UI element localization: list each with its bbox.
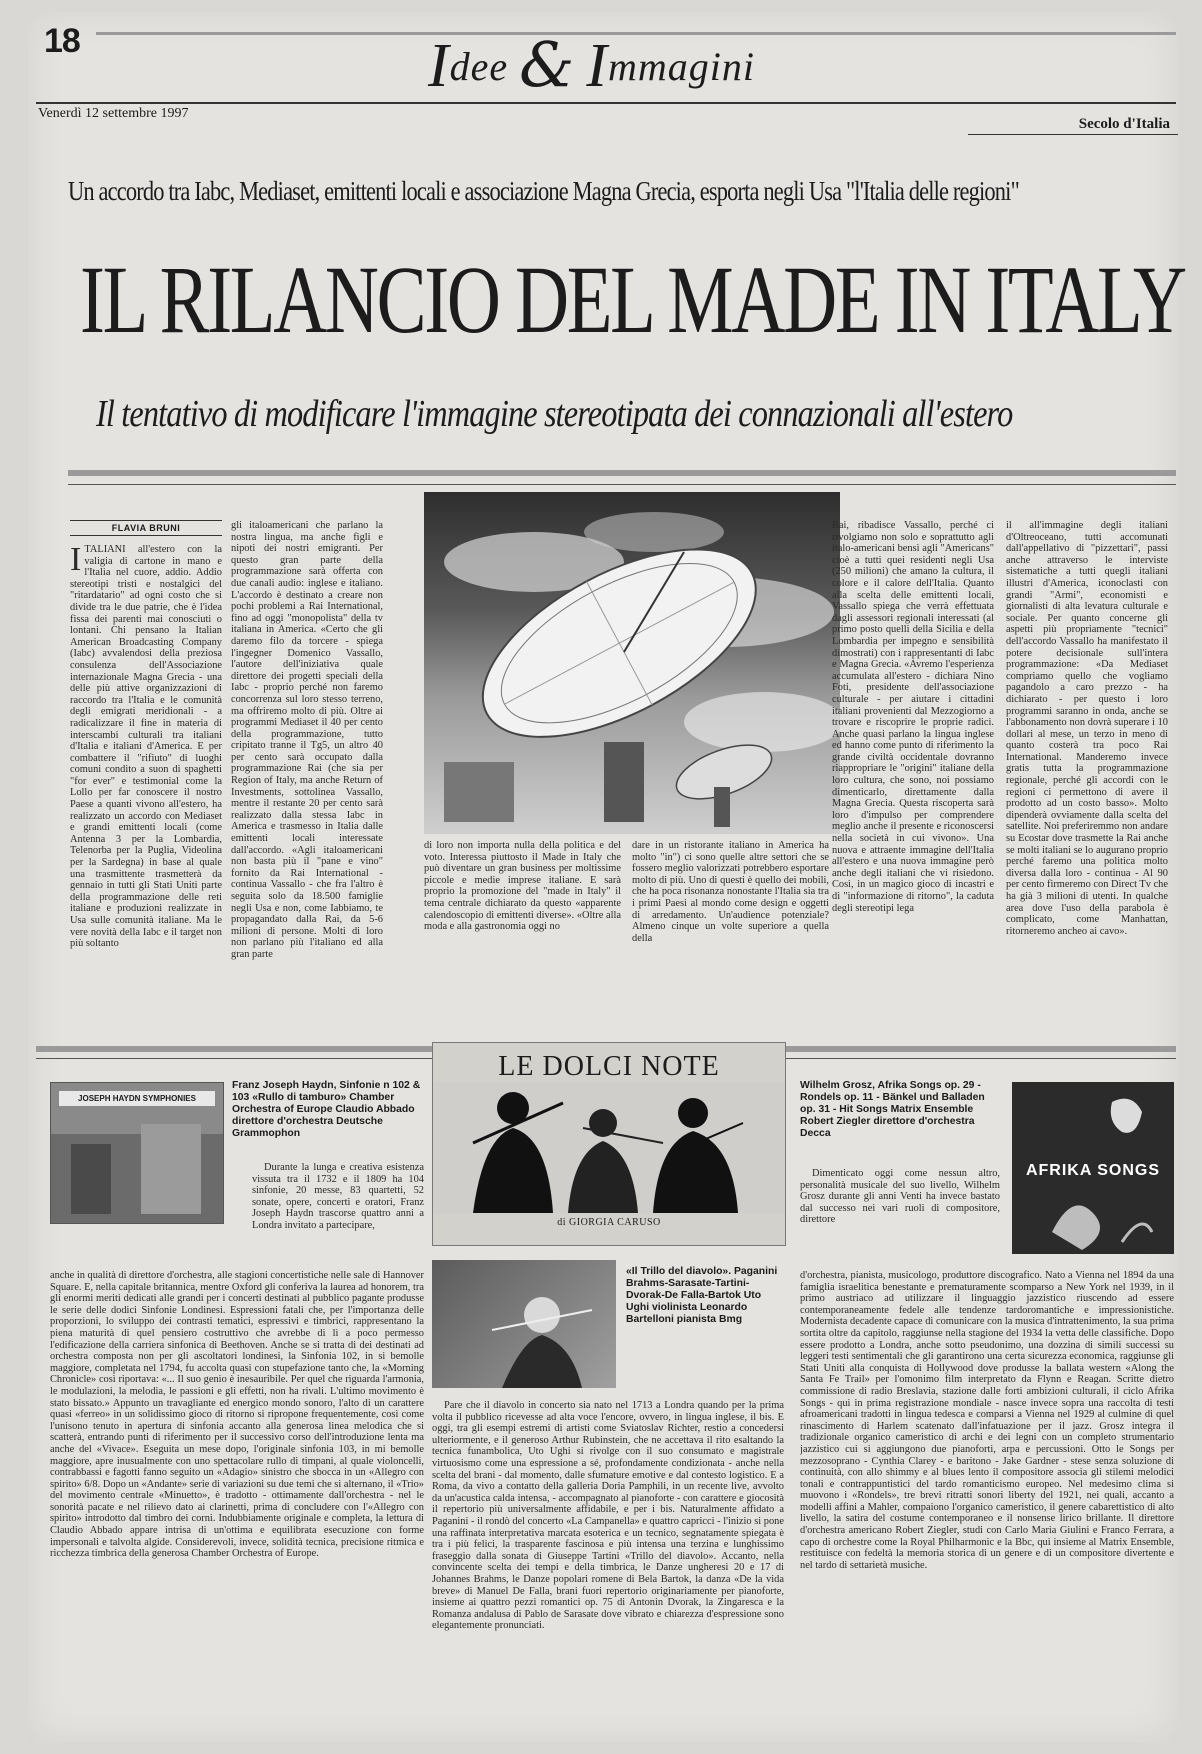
- drop-cap: I: [70, 544, 82, 578]
- cd1-text-side: Durante la lunga e creativa esistenza vissuta tra il 1732 e il 1809 ha 104 sinfonie, 20 messe, 83 quartetti, 52 sonate, opere, concerti e oratori, Franz Joseph Haydn trascorse quattro anni a Londra invitato a partecipare,: [252, 1162, 424, 1231]
- article-text-col3: di loro non importa nulla della politica e del voto. Interessa piuttosto il Made in Italy che può diventare un gran business per moltissime piccole e medie imprese italiane. E sarà proprio la promozione del "made in Italy" il tema centrale dichiarato da questo «apparente calendoscopio di emittenti diverse». «Oltre alla moda e alla gastronomia oggi no: [424, 840, 621, 933]
- newspaper-page: [28, 12, 1185, 1742]
- cd1-cover: [50, 1082, 224, 1224]
- section-word-2: mmagini: [608, 44, 756, 89]
- box-title: LE DOLCI NOTE: [498, 1051, 720, 1082]
- article-text-col5: Rai, ribadisce Vassallo, perché ci rivolgiamo non solo e soprattutto agli italo-americani bensì agli "Americans" cioè a tutti quei residenti negli Usa (250 milioni) che amano la cultura, il colore e il calore dell'Italia. Quanto alla scelta delle emittenti locali, Vassallo spiega che verrà effettuata dagli assessori regionali interessati (al primo posto quelli della Sicilia e della Lombardia per impegno e sensibilità dimostrati) con i rappresentanti di Iabc e Magna Grecia. «Avremo l'esperienza accumulata all'estero - dichiara Nino Foti, presidente dell'associazione culturale - per aiutare i cittadini italiani provenienti dal Mezzogiorno a trovare e riscoprire le proprie radici. Anche quasi parlano la lingua inglese ed hanno come punto di riferimento la grande civiltà occidentale dovranno riappropriare le "origini" italiane della loro cultura, che sono, noi possiamo dimenticarlo, direttamente dalla Magna Grecia. Questa riscoperta sarà loro d'impulso per comprendere meglio anche il presente e riconoscersi nella società in cui vivono». Una nuova e attraente immagine dell'Italia all'estero e una nuova immagine però anche degli italiani che vi risiedono. Così, in un magico gioco di incastri e di "informazione di ritorno", la caduta degli stereotipi lega: [832, 520, 994, 914]
- satellite-dish-illustration: [424, 492, 840, 834]
- satellite-dish-photo: [424, 492, 840, 834]
- article-column-1: [70, 544, 222, 1032]
- cd3-cover-title: AFRIKA SONGS: [1025, 1162, 1161, 1179]
- article-top-rule: [68, 470, 1176, 476]
- newspaper-rule: [968, 134, 1178, 135]
- violinist-photo: [432, 1260, 616, 1388]
- article-column-4: [632, 840, 829, 1032]
- cd1-text-wide: anche in qualità di direttore d'orchestra, alle stagioni concertistiche nelle sale di Hannover Square. E, nella capitale britannica, mentre Oxford gli conferiva la laurea ad honorem, tra gli enormi meriti dedicati alle grandi per i concerti destinati al pubblico pagante produsse le serie delle dodici Sinfonie Londinesi. Espressioni fatali che, per l'importanza delle proporzioni, lo sviluppo dei contrasti tematici, espressivi e timbrici, rappresentano la piena maturità di quel pensiero costruttivo che avrebbe di lì a poco permesso l'edificazione della carriera sinfonica di Beethoven. Anche se si tratta di dei destinati ad orchestra composta non per gli ascoltatori londinesi, la Sinfonia 102, in si bemolle maggiore, completata nel 1794, fu accolta quasi con stupefazione tanto che, la «Morning Chronicle» così riportava: «... Il suo genio è inesauribile. Per quel che riguarda l'armonia, le modulazioni, la melodia, le passioni e gli effetti, non ha rivali. L'ultimo movimento è stato bissato.» Appunto un travagliante ed energico mondo sonoro, l'alto di un carattere quasi «ferreo» in un solidissimo gioco di ritorno si ripropone frequentemente, così come l'unisono tenuto in apertura di sinfonia accanto alla generosa linea melodica che si scatterà, entrando punti di riferimento per il successivo corso dell'introduzione lenta ma anche del «Vivace». Eseguita un mese dopo, l'originale sinfonia 103, in mi bemolle maggiore, apre inusualmente con uno spettacolare rullo di timpani, al quale violoncelli, contrabbassi e fagotti fanno seguito un «Adagio» sinistro che sbocca in un «Allegro con spirito» 6/8. Dopo un «Andante» serie di variazioni su due temi che si alternano, il «Trio» del movimento centrale «Minuetto», è tradotto - ottimamente dall'orchestra - nel le sonorità pacate e nel rilievo dato ai clarinetti, prima di concludere con l'«Allegro con spirito» introdotto dal timbro dei corni. Indubbiamente originale e completa, la lettura di Claudio Abbado appare intrisa di un'ottima e equilibrata esecuzione con forme impersonali e talvolta algide. Considerevoli, invece, solidità tecnica, precisione ritmica e ricchezza timbrica della generosa Chamber Orchestra of Europe.: [50, 1270, 424, 1560]
- section-title: [428, 28, 755, 102]
- cd3-text-side: Dimenticato oggi come nessun altro, personalità musicale del suo livello, Wilhelm Grosz durante gli anni Venti ha invece bastato dal successo nei vari ruoli di compositore, direttore: [800, 1168, 1000, 1226]
- article-column-3: [424, 840, 621, 1032]
- cd3-text-wide: d'orchestra, pianista, musicologo, produttore discografico. Nato a Vienna nel 1894 da una famiglia israelitica benestante e prematuramente scomparso a New York nel 1939, in il primo austriaco ad utilizzare il linguaggio jazzistico riuscendo ad essere contemporaneamente fedele alle tendenze tardoromantiche e impressionistiche. Modernista decadente capace di comunicare con la musica d'intrattenimento, la sua prima sortita oltre da capitolo, raggiunse nella stagione del 1934 la vetta delle classifiche. Dopo essere prodotto a Londra, anche sotto pseudonimo, una dozzina di simili successi su leggeri testi sentimentali che gli garantirono una certa sicurezza economica, raggiunse gli Stati Uniti alla conquista di Hollywood dove produsse la ballata western «Along the Santa Fe Trail» per l'omonimo film interpretato da Flynn e Reagan. Scritte dietro commissione di radio Breslavia, stazione dalle forti ambizioni culturali, il ciclo Afrika Songs - qui in prima registrazione mondiale - nasce invece sopra una raccolta di testi afroamericani tradotti in lingua tedesca e comparsi a Vienna nel 1929 al culmine di quel rinascimento di Harlem scatenato dall'infatuazione per il jazz. Grosz integra il tradizionale organico cameristico di archi e dei legni con un completo strumentario jazzistico cui si aggiungono due pianoforti, arpa e percussioni. Otto le Songs per mezzosoprano - Cynthia Clarey - e baritono - Jake Gardner - stese senza soluzione di continuità, con allo shimmy e al blues lento il compositore associa gli stilemi melodici tonali e contrappuntistici del tardo romanticismo europeo. Nel medesimo clima si muovono i «Rondels», tre brevi ritratti sonori liberty del 1921, nei quali, accanto a modelli affini a Mahler, compaiono l'organico cameristico, il genere cabarettistico di alto livello, la satira del costume contemporaneo e il nonsense lirico brillante. Il direttore d'orchestra americano Robert Ziegler, studi con Carlo Maria Giulini e Franco Ferrara, a capo di orchestre come la Royal Philharmonic e la Bbc, qui insieme al Matrix Ensemble, restituisce con fedeltà la memoria storica di un genere e di un compositore divertente e nel tardo di settarietà musiche.: [800, 1270, 1174, 1571]
- headline: IL RILANCIO DEL MADE IN ITALY: [80, 246, 1185, 353]
- box-byline: di GIORGIA CARUSO: [557, 1217, 661, 1228]
- article-column-5: [832, 520, 994, 1032]
- section-initial-1: I: [428, 32, 450, 100]
- article-top-rule-thin: [68, 484, 1176, 485]
- article-text-col6: il all'immagine degli italiani d'Oltreoceano, tutti accomunati dall'appellativo di "pizzettari", passi anche attraverso le interviste sistematiche a tutti quegli italiani illustri d'America, iconoclasti con grandi "Armi", economisti e giornalisti di alta levatura culturale e sociale. Per quanto concerne gli aspetti più propriamente "tecnici" dell'accordo Vassallo ha manifestato il potere decisionale sull'intera programmazione: «Da Mediaset compriamo quello che vogliamo pagandolo a caro prezzo - ha dichiarato - per questo i loro programmi saranno in onda, anche se l'abbonamento non dovrà superare i 10 dollari al mese, un terzo in meno di quanto costerà tra poco Rai International. Manderemo invece gratis tutta la programmazione regionale, perché gli accordi con le regioni ci permettono di avere il prodotto ad un costo basso». Molto dipenderà ovviamente dalla scelta del satellite. Noi preferiremmo non andare su Ecostar dove trasmette la Rai anche se molti italiani se lo augurano proprio perché faremo una politica molto diversa dalla loro - continua - Al 90 per cento firmeremo con Direct Tv che ha già 3 milioni di utenti. In qualche area dove l'uso della parabola è complicato, come Manhattan, ritorneremo ancheo ai cavo».: [1006, 520, 1168, 937]
- cd2-credit: «Il Trillo del diavolo». Paganini Brahms-Sarasate-Tartini-Dvorak-De Falla-Bartok Uto Ughi violinista Leonardo Bartelloni pianista Bmg: [626, 1266, 778, 1325]
- cd2-cover: [432, 1260, 616, 1388]
- cd1-cover-art: [51, 1114, 223, 1224]
- subhead: Il tentativo di modificare l'immagine stereotipata dei connazionali all'estero: [96, 393, 1013, 435]
- cd3-credit: Wilhelm Grosz, Afrika Songs op. 29 - Rondels op. 11 - Bänkel und Balladen op. 31 - Hit Songs Matrix Ensemble Robert Ziegler direttore d'orchestra Decca: [800, 1080, 985, 1139]
- cd1-credit: Franz Joseph Haydn, Sinfonie n 102 & 103 «Rullo di tamburo» Chamber Orchestra of Europe Claudio Abbado direttore d'orchestra Deutsche Grammophon: [232, 1080, 421, 1139]
- cd3-cover: [1012, 1082, 1174, 1254]
- cd2-text: Pare che il diavolo in concerto sia nato nel 1713 a Londra quando per la prima volta il pubblico ricevesse ad alta voce l'encore, ovvero, in lingua inglese, il bis. E oggi, tra gli esempi estremi di artisti come Sviatoslav Richter, restio a concedersi ulteriormente, e il generoso Arthur Rubinstein, che ne accettava il rito esaltando la tecnica funambolica, Uto Ughi si rivolge con il suo consumato e magistrale virtuosismo come una espressione a sé, profondamente condizionata - anche nella scelta del brani - dal momento, dalle sfumature emotive e dal contesto logistico. E a Roma, da vivo a contatto della galleria Doria Pamphili, in un recente live, avvolto da un'acustica calda intensa, - accompagnato al pianoforte - con carattere e giocosità il repertorio più universalmente affidabile, e per i bis. Naturalmente affidato a Paganini - il rondò del concerto «La Campanella» e quattro capricci - l'inizio si pone una raffinata interpretativa marcata esoterica e un tecnico, segnatamente spiegata è tra i più felici, la trasparente fascinosa e più intensa una terzina e lunghissimo fraseggio dalla sonata di Giuseppe Tartini «Trillo del diavolo». Accanto, nella convincente scelta dei tempi e della timbrica, le Danze ungheresi 20 e 17 di Johannes Brahms, le Danze popolari romene di Bela Bartok, la danza «De la vida breve» di Manuel De Falla, brani fuori repertorio originariamente per pianoforte, insieme ai quattro pezzi romantici op. 75 di Antonin Dvorak, la Zingaresca e la Romanza andalusa di Pablo de Sarasate dove vibrato e chiarezza d'espressione sono elegantemente pronunciati.: [432, 1400, 784, 1632]
- issue-date: Venerdì 12 settembre 1997: [38, 106, 189, 121]
- header-rule: [36, 102, 1176, 104]
- page-number: 18: [44, 22, 80, 60]
- article-text-col1: TALIANI all'estero con la valigia di cartone in mano e l'Italia nel cuore, addio. Addio stereotipi tristi e nostalgici del "ritardatario" ad ogni costo che si divide tra le due patrie, che è l'idea fissa dei parenti mai conosciuti o lontani. Chi pensano la Italian American Broadcasting Company (Iabc) avvalendosi della preziosa consulenza dell'Associazione internazionale Magna Grecia - una delle più attive organizzazioni di raccordo tra l'Italia e le comunità degli emigrati meridionali - a radicalizzare il fine in materia di interscambi culturali tra italiani d'Italia e italiani d'America. E per combattere il "rifiuto" di luoghi comuni condito a suon di spaghetti "for ever" e testimonial come la Lollo per far conoscere il nostro Paese a quanti vivono all'estero, ha realizzato un accordo con Mediaset e grandi emittenti locali (come Antenna 3 per la Lombardia, Telenorba per la Puglia, Videolina per la Sardegna) in base al quale una trasmittente trasmetterà da gennaio in tutti gli Stati Uniti parte della programmazione delle reti italiane e produzioni realizzate in Usa sulle comunità italiane. Ma le vere novità della Iabc e il target non più soltanto: [70, 544, 222, 950]
- musicians-silhouette-icon: [433, 1083, 785, 1213]
- article-column-2: [231, 520, 383, 1032]
- newspaper-name: Secolo d'Italia: [1078, 116, 1170, 132]
- kicker: Un accordo tra Iabc, Mediaset, emittenti locali e associazione Magna Grecia, esporta negli Usa "l'Italia delle regioni": [68, 176, 1019, 206]
- article-text-col2: gli italoamericani che parlano la nostra lingua, ma anche figli e nipoti dei nostri emigranti. Per questo gran parte della programmazione sarà offerta con due canali audio: inglese e italiano. L'accordo è destinato a creare non pochi problemi a Rai International, fino ad oggi "monopolista" della tv italiana in America. «Certo che gli daremo filo da torcere - spiega l'ingegner Domenico Vassallo, l'autore dell'iniziativa quale direttore dei progetti speciali della Iabc - proprio perché non faremo concorrenza sul loro stesso terreno, ma offriremo molto di più. Oltre ai programmi Mediaset il 40 per cento della programmazione, tutto cripitato tranne il Tg5, un altro 40 per cento sarà occupato dalla programmazione Rai (che sia per Region of Italy, ma anche Return of Investments, sottolinea Vassallo, mentre il restante 20 per cento sarà realizzato dalla stessa Iabc in America e trasmesso in Italia dalle emittenti locali interessate dall'accordo. «Agli italoamericani non basta più il "pane e vino" fornito da Rai International - continua Vassallo - che fra l'altro è seguita solo da 18.500 famiglie negli Usa e non, come Iabbiamo, te propagandato dalla Rai, da 5-6 milioni di persone. Molti di loro non parlano più l'italiano ed alla gran parte: [231, 520, 383, 960]
- dolci-note-box: [432, 1042, 786, 1246]
- section-word-1: dee: [449, 44, 509, 89]
- byline-block: [70, 520, 222, 536]
- section-initial-2: I: [586, 32, 609, 100]
- section-ampersand: &: [519, 28, 576, 101]
- article-column-6: [1006, 520, 1168, 1032]
- cd1-cover-title: JOSEPH HAYDN SYMPHONIES: [59, 1091, 215, 1106]
- article-text-col4: dare in un ristorante italiano in America ha molto "in") ci sono quelle altre settori che se fossero meglio valorizzati potrebbero esportare molto di più. Uno di questi è quello dei mobili, che ha poca risonanza nonostante l'Italia sia tra i primi Paesi al mondo come design e oggetti di arredamento. Un'audience potenziale? Almeno cinque un volte superiore a quella della: [632, 840, 829, 944]
- byline: FLAVIA BRUNI: [111, 523, 181, 533]
